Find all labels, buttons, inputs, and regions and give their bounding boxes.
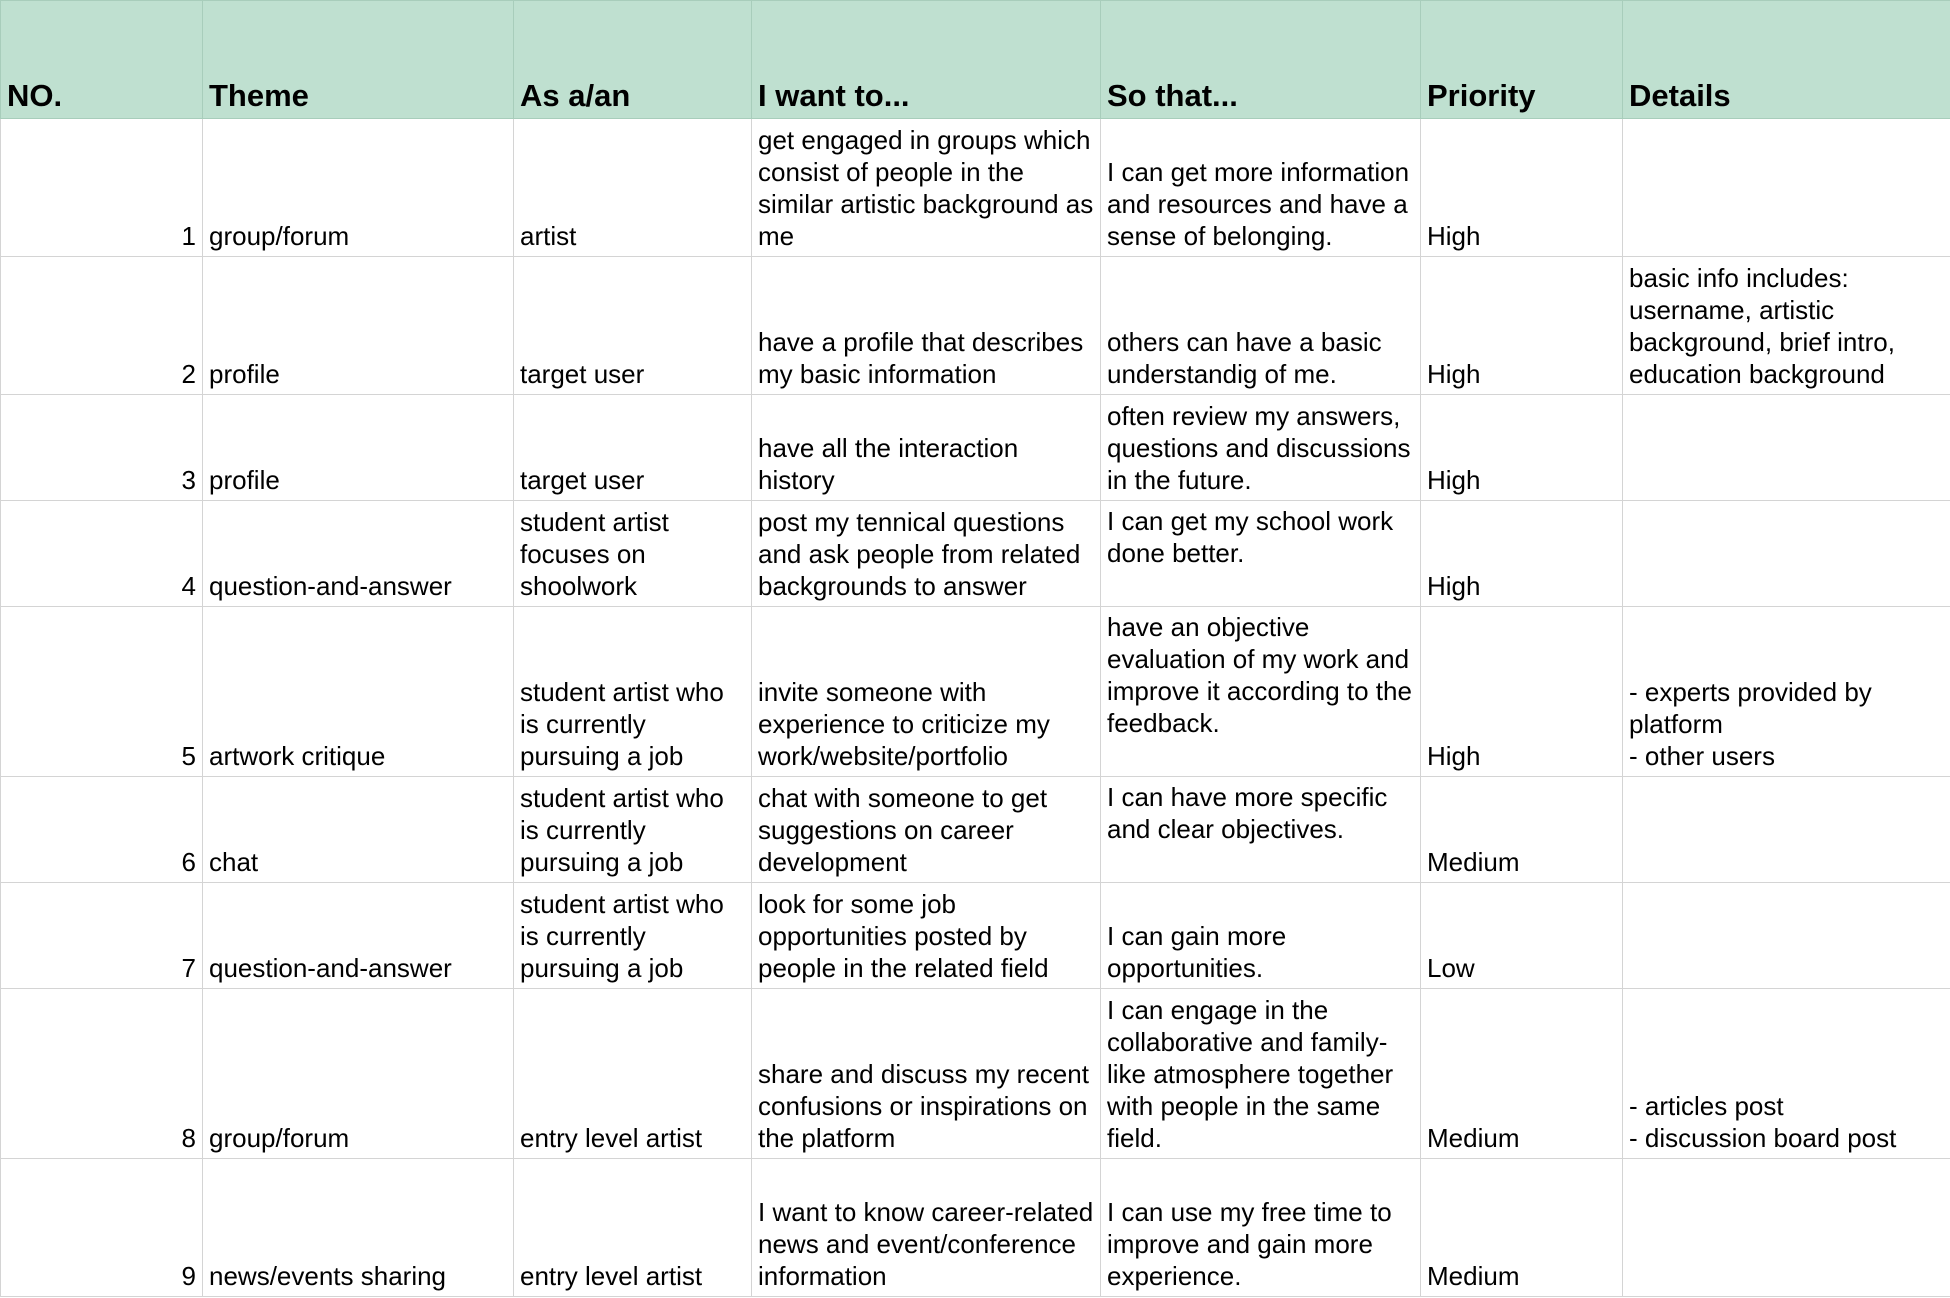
- cell-want[interactable]: look for some job opportunities posted by people in the related field: [752, 883, 1101, 989]
- table-row: [1, 607, 1950, 777]
- cell-want[interactable]: post my tennical questions and ask people from related backgrounds to answer: [752, 501, 1101, 607]
- cell-as[interactable]: target user: [514, 395, 752, 501]
- cell-as[interactable]: target user: [514, 257, 752, 395]
- cell-as[interactable]: student artist focuses on shoolwork: [514, 501, 752, 607]
- cell-so[interactable]: I can have more specific and clear objectives.: [1101, 777, 1421, 883]
- cell-want[interactable]: invite someone with experience to criticize my work/website/portfolio: [752, 607, 1101, 777]
- cell-as[interactable]: student artist who is currently pursuing a job: [514, 607, 752, 777]
- cell-as[interactable]: student artist who is currently pursuing a job: [514, 883, 752, 989]
- cell-no[interactable]: 6: [1, 777, 203, 883]
- cell-theme[interactable]: chat: [203, 777, 514, 883]
- cell-so[interactable]: I can get my school work done better.: [1101, 501, 1421, 607]
- cell-as[interactable]: entry level artist: [514, 1159, 752, 1297]
- table-row: [1, 989, 1950, 1159]
- header-so[interactable]: So that...: [1101, 1, 1421, 119]
- cell-want[interactable]: I want to know career-related news and event/conference information: [752, 1159, 1101, 1297]
- header-theme[interactable]: Theme: [203, 1, 514, 119]
- table-row: [1, 777, 1950, 883]
- cell-as[interactable]: student artist who is currently pursuing a job: [514, 777, 752, 883]
- cell-want[interactable]: have a profile that describes my basic information: [752, 257, 1101, 395]
- cell-as[interactable]: entry level artist: [514, 989, 752, 1159]
- cell-no[interactable]: 4: [1, 501, 203, 607]
- cell-details[interactable]: [1623, 395, 1950, 501]
- cell-details[interactable]: - experts provided by platform - other users: [1623, 607, 1950, 777]
- cell-priority[interactable]: Medium: [1421, 989, 1623, 1159]
- cell-priority[interactable]: High: [1421, 607, 1623, 777]
- cell-so[interactable]: often review my answers, questions and discussions in the future.: [1101, 395, 1421, 501]
- cell-so[interactable]: have an objective evaluation of my work and improve it according to the feedback.: [1101, 607, 1421, 777]
- cell-theme[interactable]: group/forum: [203, 989, 514, 1159]
- cell-theme[interactable]: question-and-answer: [203, 883, 514, 989]
- cell-theme[interactable]: profile: [203, 257, 514, 395]
- table-row: [1, 501, 1950, 607]
- header-details[interactable]: Details: [1623, 1, 1950, 119]
- cell-priority[interactable]: Medium: [1421, 1159, 1623, 1297]
- cell-no[interactable]: 3: [1, 395, 203, 501]
- cell-no[interactable]: 5: [1, 607, 203, 777]
- cell-theme[interactable]: artwork critique: [203, 607, 514, 777]
- cell-details[interactable]: [1623, 501, 1950, 607]
- table-row: [1, 1159, 1950, 1297]
- cell-no[interactable]: 2: [1, 257, 203, 395]
- cell-so[interactable]: I can use my free time to improve and gain more experience.: [1101, 1159, 1421, 1297]
- cell-details[interactable]: - articles post - discussion board post: [1623, 989, 1950, 1159]
- cell-want[interactable]: chat with someone to get suggestions on career development: [752, 777, 1101, 883]
- cell-priority[interactable]: Medium: [1421, 777, 1623, 883]
- cell-priority[interactable]: High: [1421, 257, 1623, 395]
- cell-theme[interactable]: news/events sharing: [203, 1159, 514, 1297]
- cell-no[interactable]: 8: [1, 989, 203, 1159]
- header-want[interactable]: I want to...: [752, 1, 1101, 119]
- header-row: [1, 1, 1950, 119]
- table-row: [1, 883, 1950, 989]
- cell-as[interactable]: artist: [514, 119, 752, 257]
- cell-priority[interactable]: Low: [1421, 883, 1623, 989]
- cell-so[interactable]: others can have a basic understandig of me.: [1101, 257, 1421, 395]
- table-row: [1, 119, 1950, 257]
- cell-details[interactable]: [1623, 777, 1950, 883]
- cell-want[interactable]: have all the interaction history: [752, 395, 1101, 501]
- cell-details[interactable]: basic info includes: username, artistic background, brief intro, education background: [1623, 257, 1950, 395]
- cell-priority[interactable]: High: [1421, 501, 1623, 607]
- table-row: [1, 395, 1950, 501]
- cell-theme[interactable]: profile: [203, 395, 514, 501]
- cell-priority[interactable]: High: [1421, 119, 1623, 257]
- cell-no[interactable]: 9: [1, 1159, 203, 1297]
- cell-no[interactable]: 1: [1, 119, 203, 257]
- cell-priority[interactable]: High: [1421, 395, 1623, 501]
- cell-so[interactable]: I can get more information and resources and have a sense of belonging.: [1101, 119, 1421, 257]
- cell-want[interactable]: share and discuss my recent confusions or inspirations on the platform: [752, 989, 1101, 1159]
- cell-theme[interactable]: question-and-answer: [203, 501, 514, 607]
- cell-details[interactable]: [1623, 883, 1950, 989]
- cell-theme[interactable]: group/forum: [203, 119, 514, 257]
- header-no[interactable]: NO.: [1, 1, 203, 119]
- cell-so[interactable]: I can engage in the collaborative and family-like atmosphere together with people in the same field.: [1101, 989, 1421, 1159]
- header-as[interactable]: As a/an: [514, 1, 752, 119]
- cell-no[interactable]: 7: [1, 883, 203, 989]
- header-priority[interactable]: Priority: [1421, 1, 1623, 119]
- cell-want[interactable]: get engaged in groups which consist of people in the similar artistic background as me: [752, 119, 1101, 257]
- cell-details[interactable]: [1623, 1159, 1950, 1297]
- table-row: [1, 257, 1950, 395]
- cell-details[interactable]: [1623, 119, 1950, 257]
- cell-so[interactable]: I can gain more opportunities.: [1101, 883, 1421, 989]
